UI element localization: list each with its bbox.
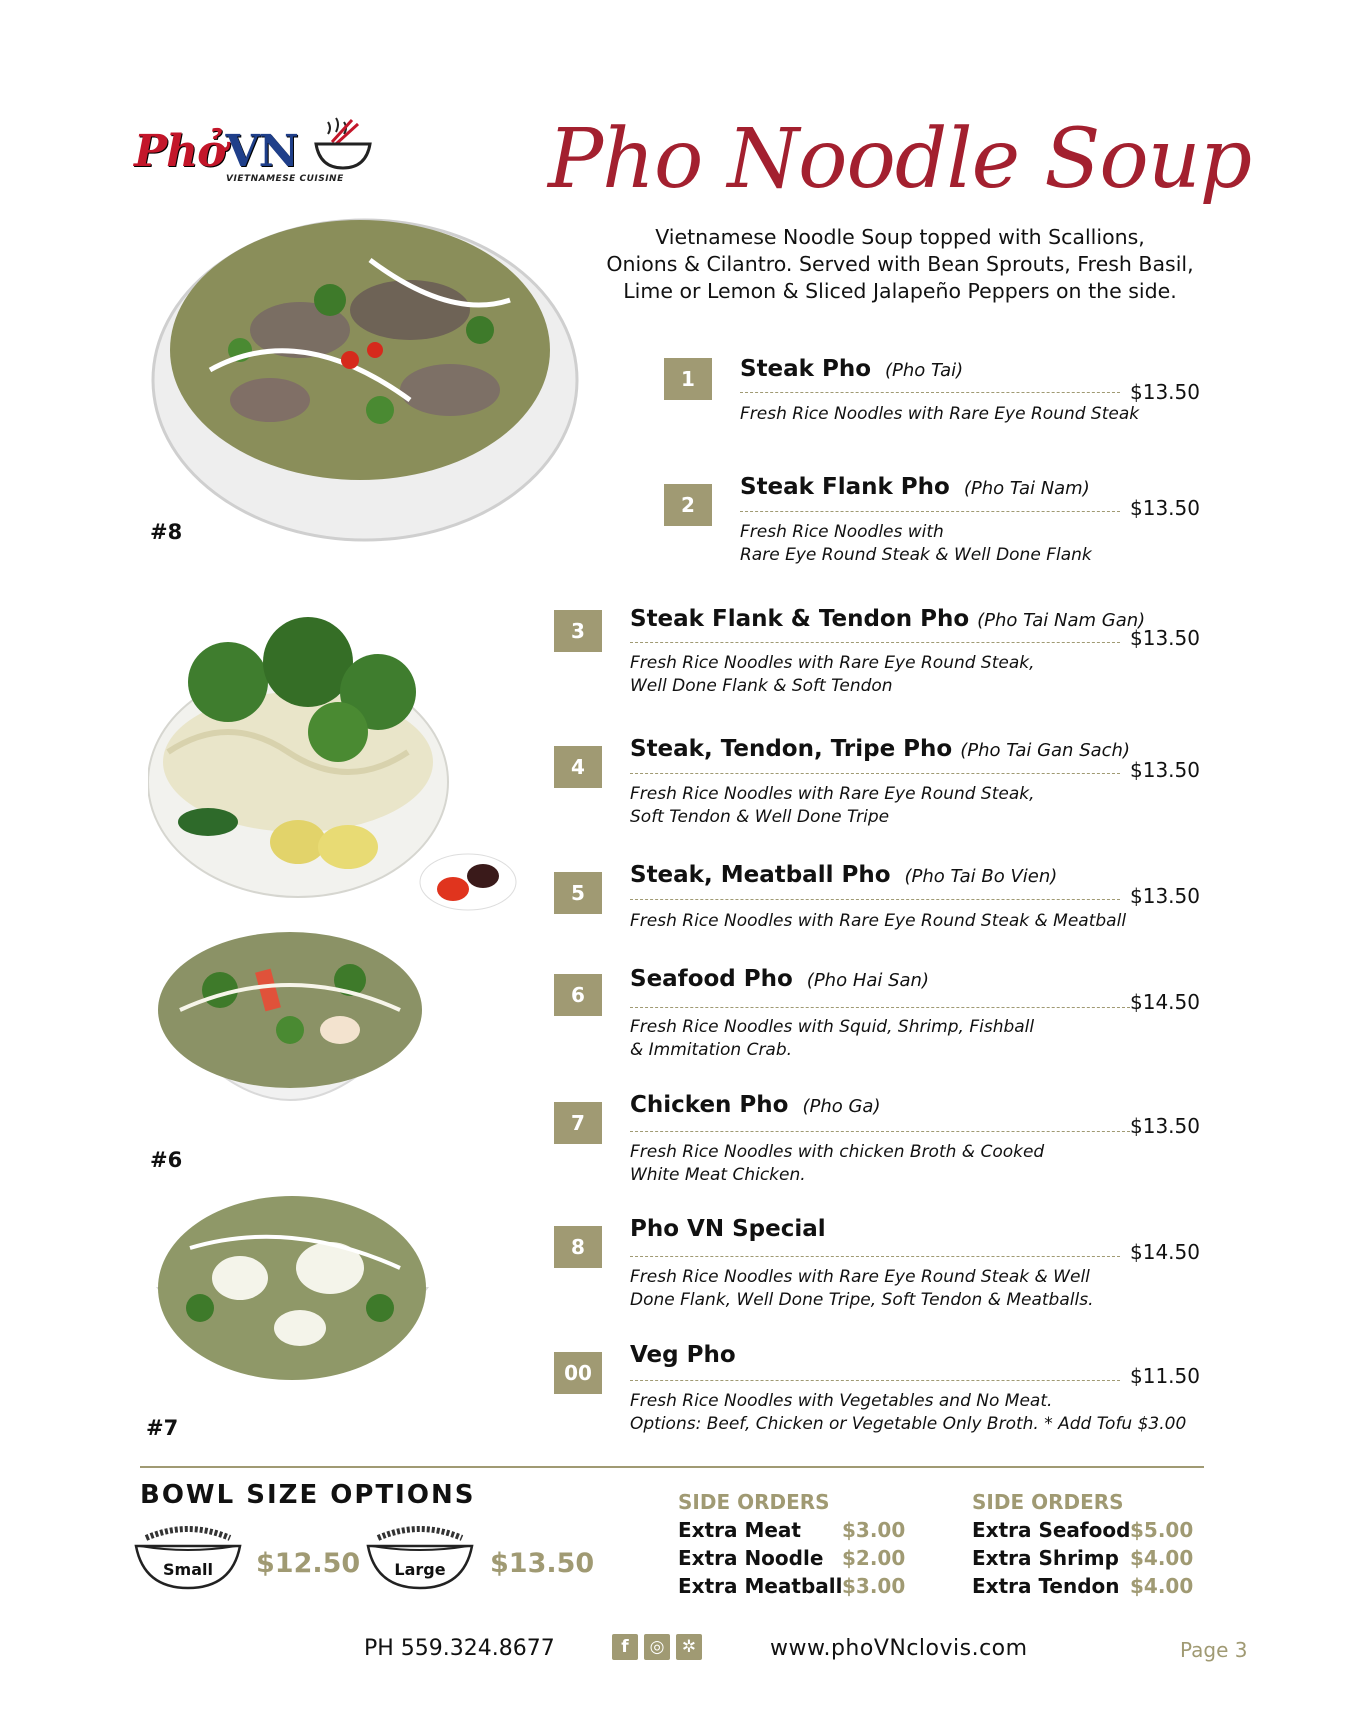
pho-6-photo <box>150 920 430 1160</box>
small-bowl-icon <box>132 1524 244 1590</box>
logo-wordmark <box>134 126 298 177</box>
small-bowl-price: $12.50 <box>256 1548 361 1579</box>
soup-bowl-icon <box>312 116 372 174</box>
item-description: Fresh Rice Noodles with Rare Eye Round Steak, Soft Tendon & Well Done Tripe <box>630 784 1035 827</box>
item-name <box>630 1342 750 1368</box>
item-number: 1 <box>664 358 712 400</box>
side-order-name: Extra Seafood <box>972 1518 1131 1542</box>
photo-label-6: #6 <box>150 1148 183 1172</box>
dotted-leader <box>630 1256 1120 1257</box>
item-description: Fresh Rice Noodles with Rare Eye Round Steak & Meatball <box>630 911 1127 931</box>
item-number: 5 <box>554 872 602 914</box>
side-order-price: $4.00 <box>1130 1546 1194 1570</box>
item-viet-name: (Pho Tai Nam Gan) <box>977 610 1146 631</box>
dotted-leader <box>630 642 1120 643</box>
dotted-leader <box>630 1007 1130 1008</box>
side-order-name: Extra Meatball <box>678 1574 843 1598</box>
large-bowl-icon <box>364 1524 476 1590</box>
item-name <box>630 966 929 992</box>
item-name-text: Pho VN Special <box>630 1216 826 1242</box>
item-number: 00 <box>554 1352 602 1394</box>
side-orders-heading: SIDE ORDERS <box>972 1490 1124 1514</box>
item-price: $13.50 <box>1130 626 1200 650</box>
pho-7-photo <box>150 1188 435 1428</box>
dotted-leader <box>740 511 1120 512</box>
item-name-text: Seafood Pho <box>630 966 793 992</box>
photo-label-8: #8 <box>150 520 183 544</box>
item-price: $13.50 <box>1130 496 1200 520</box>
side-order-price: $3.00 <box>842 1518 906 1542</box>
item-name <box>740 356 963 382</box>
item-viet-name: (Pho Tai) <box>885 360 964 381</box>
item-viet-name: (Pho Tai Gan Sach) <box>960 740 1130 761</box>
logo-pho: Phở <box>134 126 226 177</box>
item-name <box>630 736 1130 762</box>
side-order-price: $4.00 <box>1130 1574 1194 1598</box>
logo-vn: VN <box>225 126 298 177</box>
item-number: 8 <box>554 1226 602 1268</box>
dotted-leader <box>630 899 1120 900</box>
item-name-text: Steak Flank Pho <box>740 474 950 500</box>
intro-text: Vietnamese Noodle Soup topped with Scallions, Onions & Cilantro. Served with Bean Sprouts, Fresh Basil, Lime or Lemon & Sliced Jalapeño Peppers on the side. <box>606 225 1194 303</box>
item-description: Fresh Rice Noodles with Vegetables and No Meat. Options: Beef, Chicken or Vegetable Only Broth. * Add Tofu $3.00 <box>630 1391 1187 1434</box>
section-divider <box>140 1466 1204 1468</box>
item-price: $11.50 <box>1130 1364 1200 1388</box>
dotted-leader <box>630 1380 1120 1381</box>
logo-subtitle: VIETNAMESE CUISINE <box>226 174 344 184</box>
item-name <box>630 1092 881 1118</box>
garnish-plate-photo <box>148 612 528 922</box>
page-number: Page 3 <box>1180 1638 1248 1662</box>
item-name <box>630 1216 840 1242</box>
website-link[interactable]: www.phoVNclovis.com <box>770 1636 1028 1661</box>
side-order-name: Extra Noodle <box>678 1546 824 1570</box>
item-description: Fresh Rice Noodles with Rare Eye Round Steak <box>740 404 1140 424</box>
dotted-leader <box>630 773 1120 774</box>
item-name-text: Steak Flank & Tendon Pho <box>630 606 970 632</box>
phone-number: PH 559.324.8677 <box>364 1636 555 1661</box>
pho-8-photo <box>150 200 580 560</box>
item-description: Fresh Rice Noodles with Rare Eye Round Steak & Well Done Flank <box>740 522 1092 565</box>
page-title: Pho Noodle Soup <box>548 112 1252 207</box>
item-name-text: Veg Pho <box>630 1342 736 1368</box>
item-description: Fresh Rice Noodles with Squid, Shrimp, Fishball & Immitation Crab. <box>630 1017 1035 1060</box>
item-name <box>630 862 1057 888</box>
side-order-name: Extra Shrimp <box>972 1546 1119 1570</box>
item-viet-name: (Pho Tai Bo Vien) <box>904 866 1058 887</box>
item-description: Fresh Rice Noodles with chicken Broth & Cooked White Meat Chicken. <box>630 1142 1045 1185</box>
side-order-name: Extra Meat <box>678 1518 801 1542</box>
large-bowl-price: $13.50 <box>490 1548 595 1579</box>
item-price: $13.50 <box>1130 1114 1200 1138</box>
item-name-text: Steak, Meatball Pho <box>630 862 891 888</box>
item-name <box>740 474 1090 500</box>
dotted-leader <box>740 392 1120 393</box>
side-order-price: $5.00 <box>1130 1518 1194 1542</box>
large-bowl-label: Large <box>394 1560 446 1579</box>
facebook-icon[interactable]: f <box>612 1634 638 1660</box>
item-number: 2 <box>664 484 712 526</box>
yelp-icon[interactable]: ✲ <box>676 1634 702 1660</box>
item-description: Fresh Rice Noodles with Rare Eye Round Steak, Well Done Flank & Soft Tendon <box>630 653 1035 696</box>
item-price: $13.50 <box>1130 758 1200 782</box>
instagram-icon[interactable]: ◎ <box>644 1634 670 1660</box>
item-price: $13.50 <box>1130 380 1200 404</box>
small-bowl-label: Small <box>163 1560 213 1579</box>
side-orders-heading: SIDE ORDERS <box>678 1490 830 1514</box>
item-description: Fresh Rice Noodles with Rare Eye Round Steak & Well Done Flank, Well Done Tripe, Soft Tendon & Meatballs. <box>630 1267 1094 1310</box>
item-number: 7 <box>554 1102 602 1144</box>
side-order-price: $2.00 <box>842 1546 906 1570</box>
item-viet-name: (Pho Ga) <box>802 1096 881 1117</box>
item-number: 4 <box>554 746 602 788</box>
photo-label-7: #7 <box>146 1416 179 1440</box>
item-viet-name: (Pho Tai Nam) <box>963 478 1090 499</box>
item-price: $14.50 <box>1130 990 1200 1014</box>
item-name <box>630 606 1145 632</box>
item-name-text: Steak, Tendon, Tripe Pho <box>630 736 953 762</box>
dotted-leader <box>630 1131 1130 1132</box>
item-name-text: Steak Pho <box>740 356 872 382</box>
item-number: 6 <box>554 974 602 1016</box>
logo <box>134 112 364 192</box>
item-viet-name: (Pho Hai San) <box>806 970 929 991</box>
side-order-name: Extra Tendon <box>972 1574 1120 1598</box>
bowl-size-title: BOWL SIZE OPTIONS <box>140 1480 476 1510</box>
item-price: $13.50 <box>1130 884 1200 908</box>
item-price: $14.50 <box>1130 1240 1200 1264</box>
item-name-text: Chicken Pho <box>630 1092 789 1118</box>
side-order-price: $3.00 <box>842 1574 906 1598</box>
item-number: 3 <box>554 610 602 652</box>
